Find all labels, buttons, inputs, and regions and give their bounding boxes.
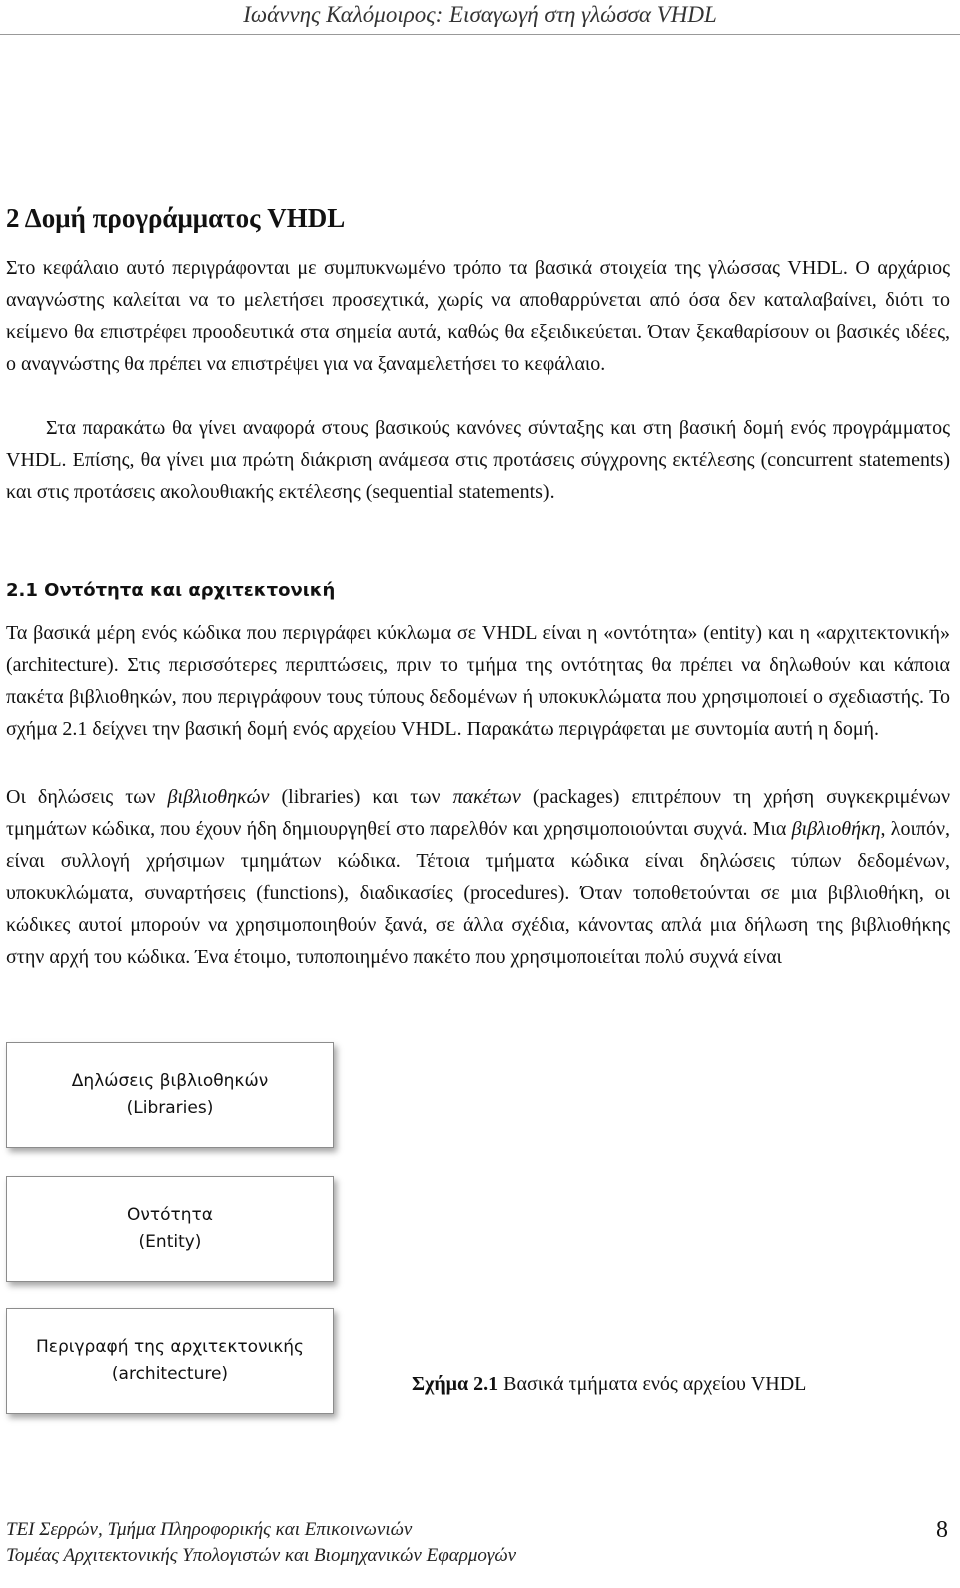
emphasis-library: βιβλιοθήκη <box>791 818 881 840</box>
figure-caption-label: Σχήμα 2.1 <box>412 1373 499 1395</box>
architecture-block <box>6 1308 334 1414</box>
entity-block-subtitle: (Entity) <box>138 1232 202 1252</box>
page-number: 8 <box>936 1517 948 1543</box>
emphasis-libraries: βιβλιοθηκών <box>167 786 270 808</box>
figure-caption-text: Βασικά τμήματα ενός αρχείου VHDL <box>498 1373 807 1395</box>
paragraph-text: , λοιπόν, είναι συλλογή χρήσιμων τμημάτων κώδικα. Τέτοια τμήματα κώδικα είναι δηλώσεις τύπων δεδομένων, υποκυκλώματα, συναρτήσεις (functions), διαδικασίες (procedures). Όταν τοποθετούνται σε μια βιβλιοθήκη, οι κώδικες αυτοί μπορούν να χρησιμοποιηθούν ξανά, σε άλλα σχέδια, κάνοντας απλά μια δήλωση της βιβλιοθήκης στην αρχή του κώδικα. Ένα έτοιμο, τυποποιημένο πακέτο που χρησιμοποιείται πολύ συχνά είναι <box>6 818 951 968</box>
entity-block <box>6 1176 334 1282</box>
subsection-paragraph-1: Τα βασικά μέρη ενός κώδικα που περιγράφει κύκλωμα σε VHDL είναι η «οντότητα» (entity) και η «αρχιτεκτονική» (architecture). Στις περισσότερες περιπτώσεις, πριν το τμήμα της οντότητας θα πρέπει να δηλωθούν και κάποια πακέτα βιβλιοθηκών, που περιγράφουν τους τύπους δεδομένων ή υποκυκλώματα που χρησιμοποιεί ο σχεδιαστής. Το σχήμα 2.1 δείχνει την βασική δομή ενός αρχείου VHDL. Παρακάτω περιγράφεται με συντομία αυτή η δομή. <box>6 622 950 740</box>
running-header: Ιωάννης Καλόμοιρος: Εισαγωγή στη γλώσσα VHDL <box>243 2 717 27</box>
libraries-block-subtitle: (Libraries) <box>126 1098 214 1118</box>
libraries-block <box>6 1042 334 1148</box>
section-title: 2 Δομή προγράμματος VHDL <box>6 203 346 233</box>
entity-block-title: Οντότητα <box>127 1205 213 1225</box>
paragraph-text: (packages) επιτρέπουν τη χρήση συγκεκριμένων τμημάτων κώδικα, που έχουν ήδη δημιουργηθεί στο παρελθόν και χρησιμοποιούνται συχνά. Μια <box>6 786 950 840</box>
paragraph-text: (libraries) και των <box>269 786 453 808</box>
second-paragraph: Στα παρακάτω θα γίνει αναφορά στους βασικούς κανόνες σύνταξης και στη βασική δομή ενός προγράμματος VHDL. Επίσης, θα γίνει μια πρώτη διάκριση ανάμεσα στις προτάσεις σύγχρονης εκτέλεσης (concurrent statements) και στις προτάσεις ακολουθιακής εκτέλεσης (sequential statements). <box>6 417 950 503</box>
figure-caption <box>412 1367 806 1401</box>
architecture-block-title: Περιγραφή της αρχιτεκτονικής <box>35 1337 305 1357</box>
subsection-title: 2.1 Οντότητα και αρχιτεκτονική <box>6 580 336 601</box>
header-rule <box>0 34 960 35</box>
footer-department: Τομέας Αρχιτεκτονικής Υπολογιστών και Βιομηχανικών Εφαρμογών <box>6 1545 517 1566</box>
intro-paragraph: Στο κεφάλαιο αυτό περιγράφονται με συμπυκνωμένο τρόπο τα βασικά στοιχεία της γλώσσας VHDL. Ο αρχάριος αναγνώστης καλείται να το μελετήσει προσεχτικά, χωρίς να αποθαρρύνεται από όσα δεν καταλαβαίνει, διότι το κείμενο θα επιστρέφει προοδευτικά στα σημεία αυτά, καθώς θα εξειδικεύεται. Όταν ξεκαθαρίσουν οι βασικές ιδέες, ο αναγνώστης θα πρέπει να επιστρέψει για να ξαναμελετήσει το κεφάλαιο. <box>6 257 950 375</box>
emphasis-packages: πακέτων <box>452 786 521 808</box>
architecture-block-subtitle: (architecture) <box>111 1364 229 1384</box>
footer-institution: ΤΕΙ Σερρών, Τμήμα Πληροφορικής και Επικοινωνιών <box>6 1519 413 1540</box>
paragraph-text: Οι δηλώσεις των <box>6 786 168 808</box>
libraries-block-title: Δηλώσεις βιβλιοθηκών <box>71 1071 269 1091</box>
subsection-paragraph-2 <box>6 781 950 973</box>
